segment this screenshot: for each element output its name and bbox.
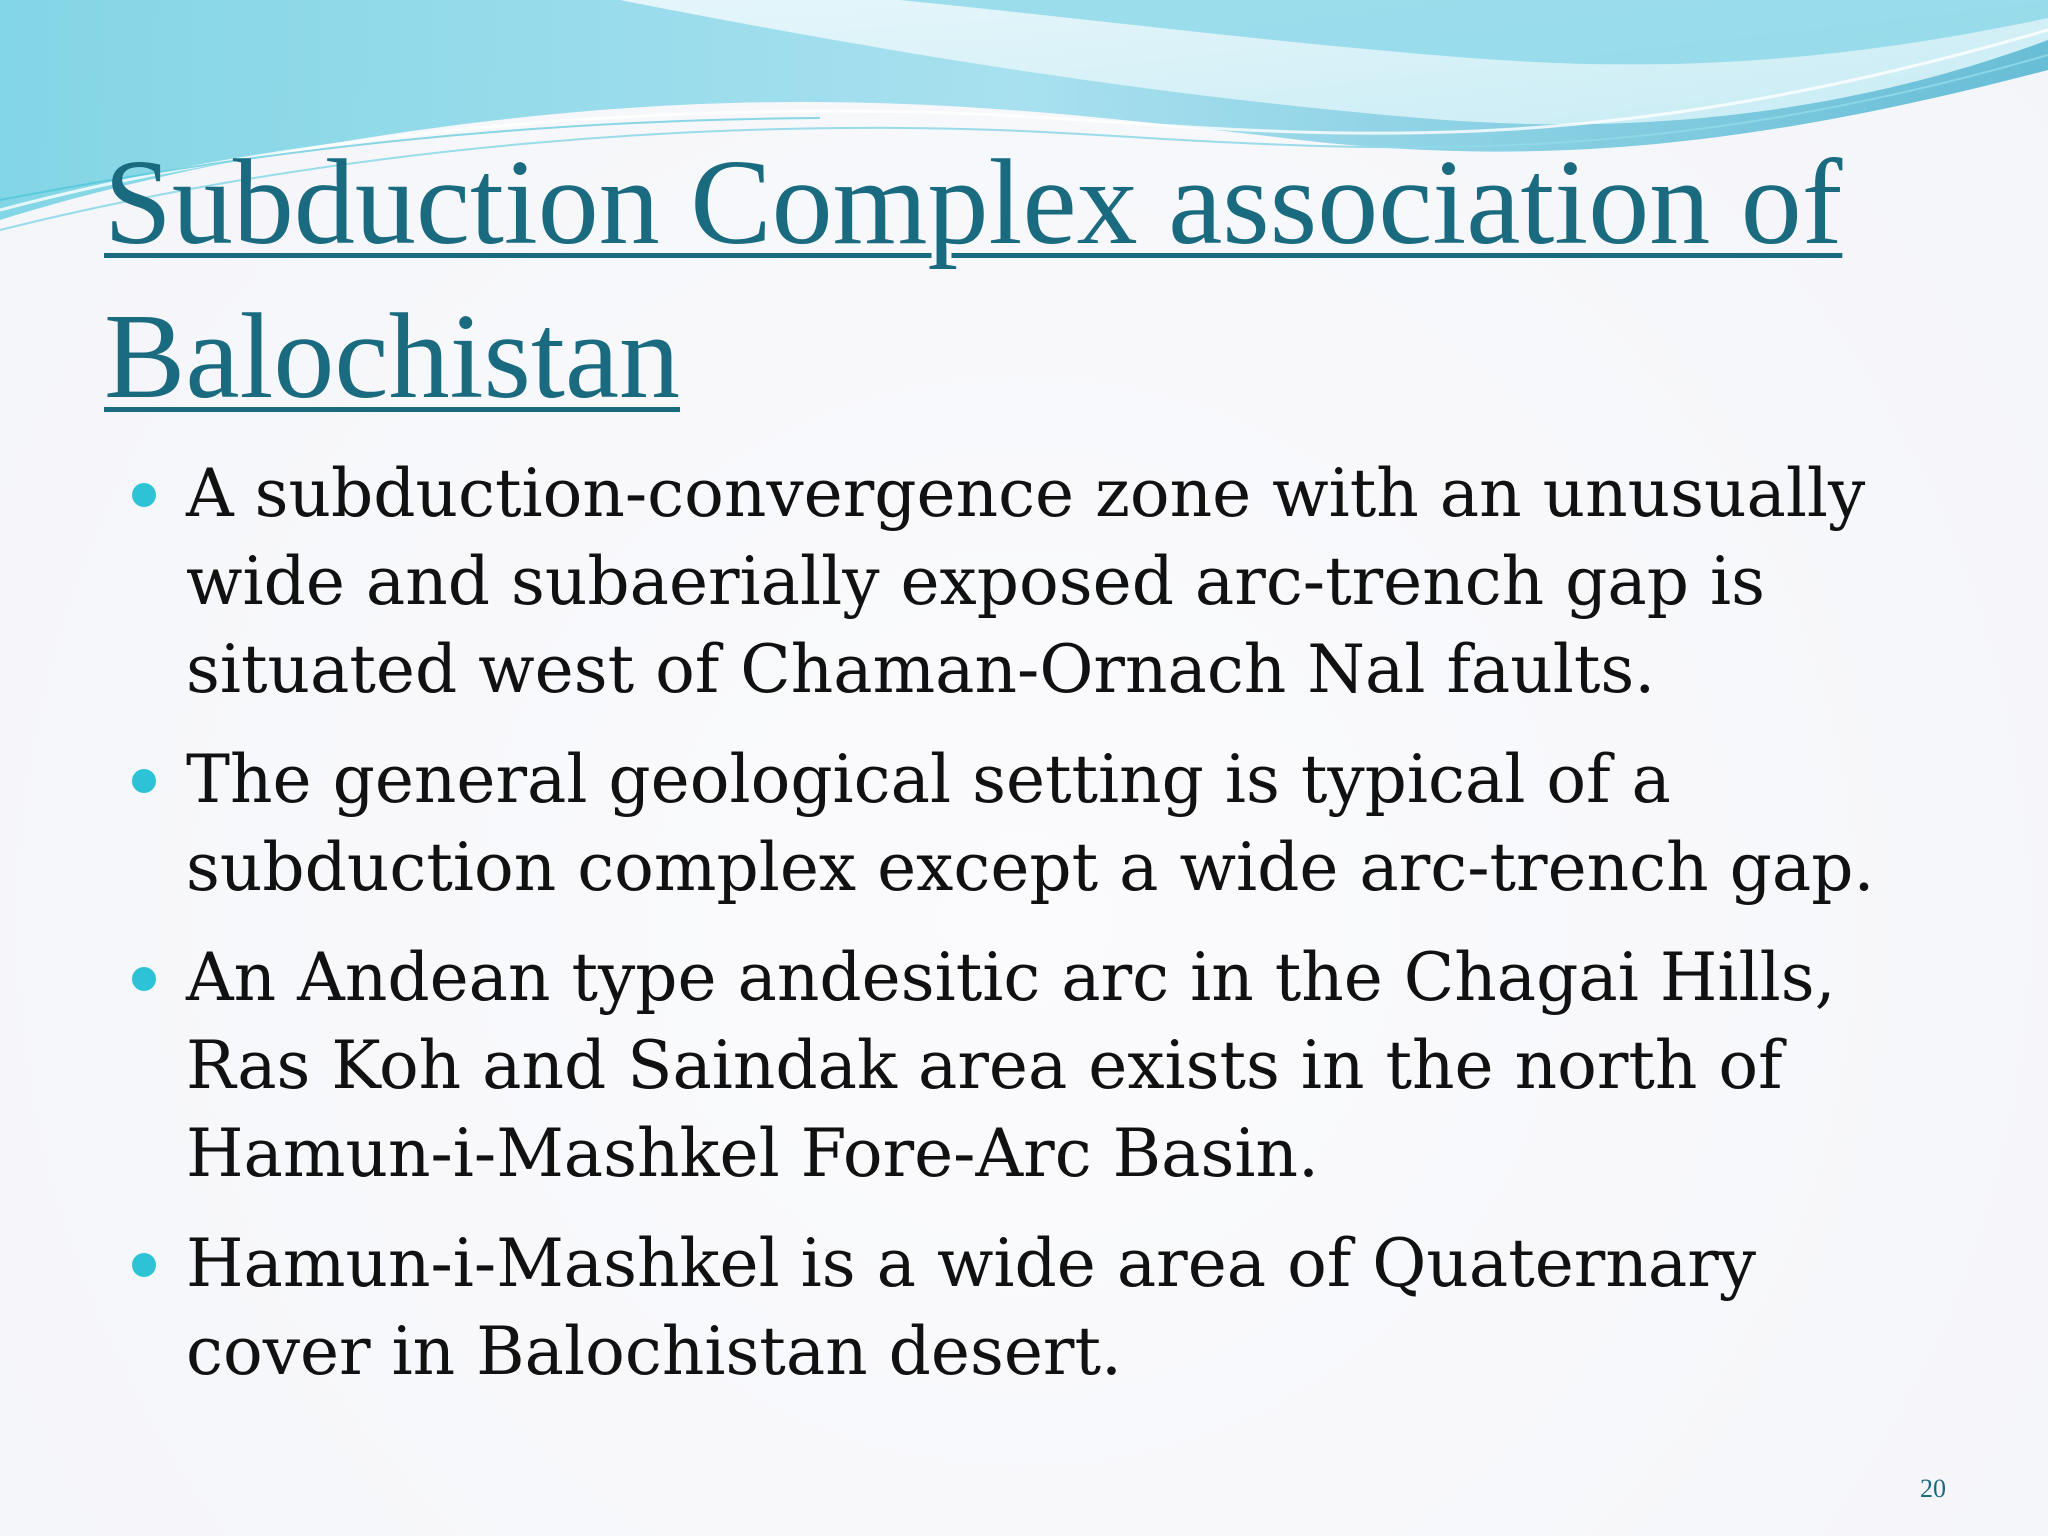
bullet-dot-icon	[132, 967, 156, 991]
bullet-item	[130, 934, 1910, 1198]
bullet-text: A subduction-convergence zone with an unusually wide and subaerially exposed arc-trench gap is situated west of Chaman-Ornach Nal faults.	[186, 455, 1866, 708]
slide-title: Subduction Complex association of Balochistan	[104, 135, 1843, 424]
bullet-dot-icon	[132, 483, 156, 507]
bullet-item	[130, 736, 1910, 912]
bullet-item	[130, 1220, 1910, 1396]
bullet-text: An Andean type andesitic arc in the Chagai Hills, Ras Koh and Saindak area exists in the north of Hamun-i-Mashkel Fore-Arc Basin.	[186, 939, 1836, 1192]
bullet-text: Hamun-i-Mashkel is a wide area of Quaternary cover in Balochistan desert.	[186, 1225, 1757, 1390]
page-number: 20	[1920, 1474, 1946, 1503]
bullet-text: The general geological setting is typical of a subduction complex except a wide arc-trench gap.	[186, 741, 1875, 906]
bullet-item	[130, 450, 1910, 714]
bullet-dot-icon	[132, 1253, 156, 1277]
bullet-list	[130, 450, 1910, 1418]
bullet-dot-icon	[132, 769, 156, 793]
